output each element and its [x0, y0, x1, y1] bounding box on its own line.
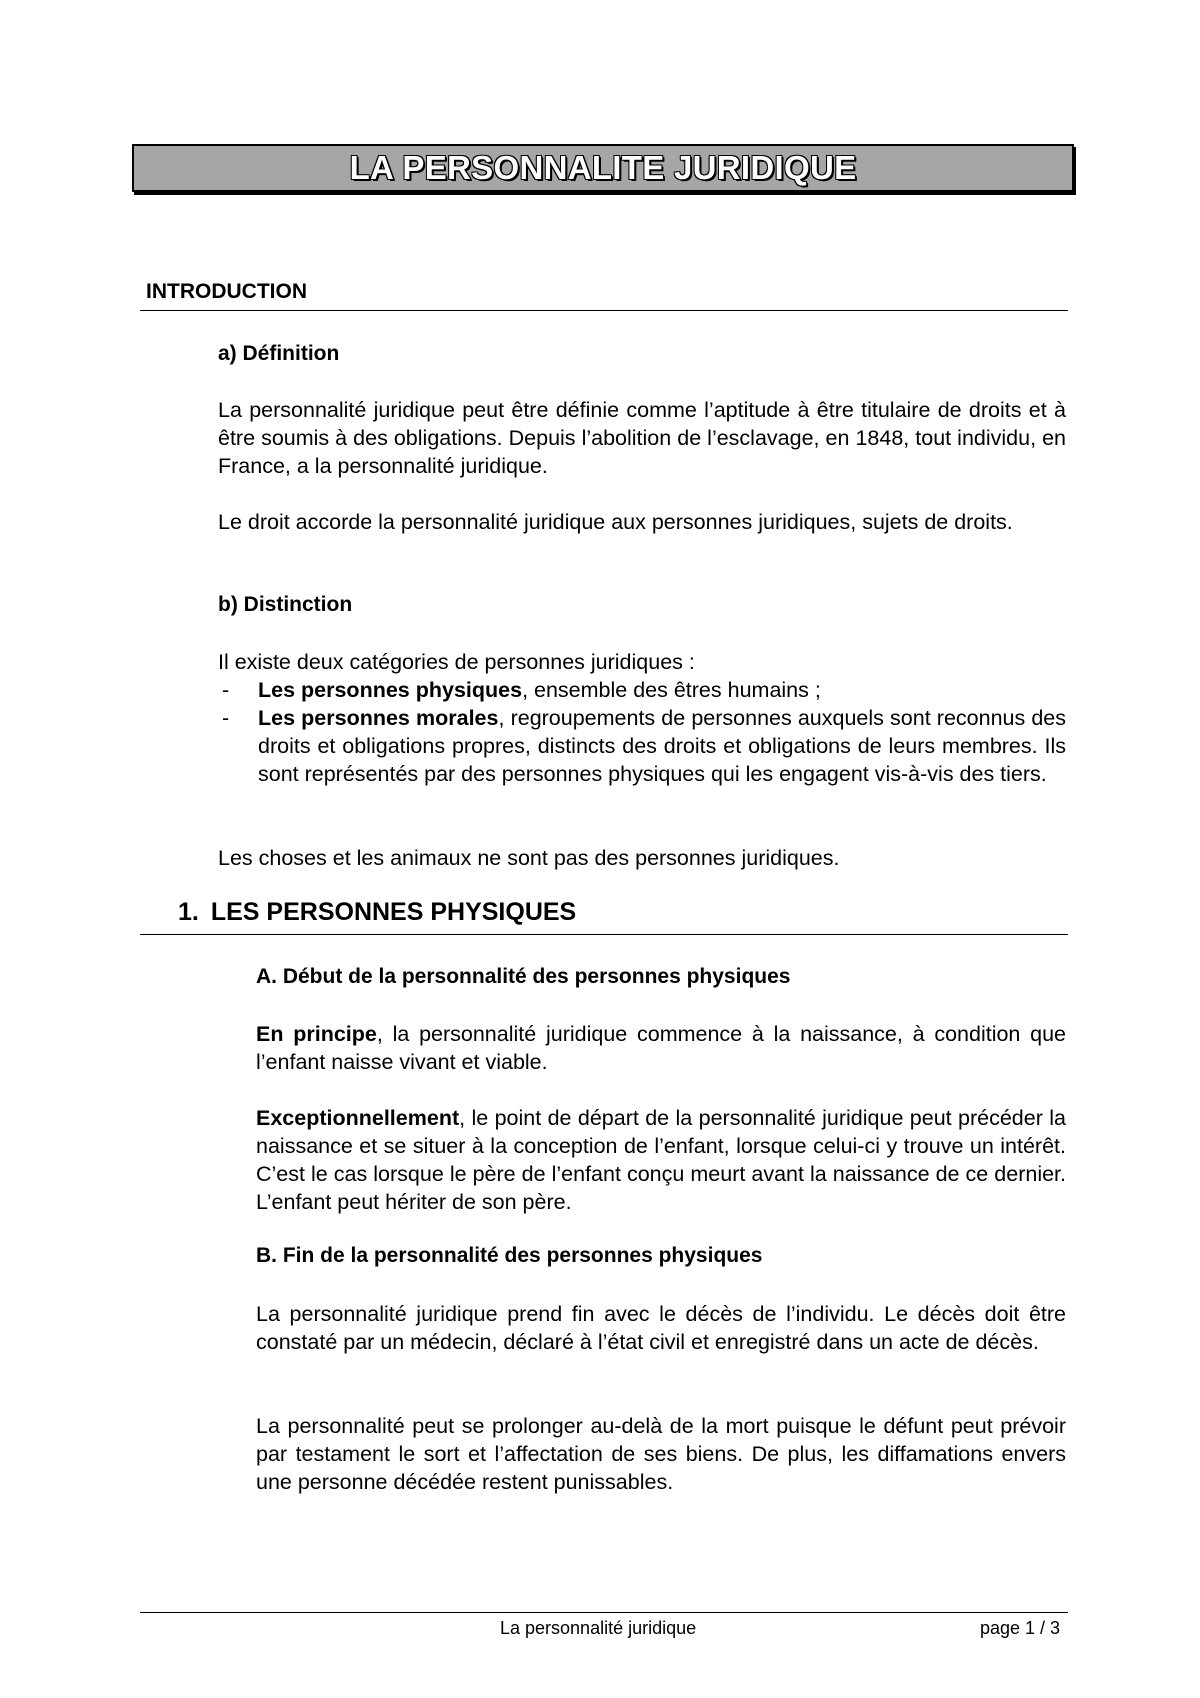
distinction-intro: Il existe deux catégories de personnes juridiques :	[218, 650, 695, 674]
subsection-b-paragraph-1: La personnalité juridique prend fin avec le décès de l’individu. Le décès doit être constaté par un médecin, déclaré à l’état civil et enregistré dans un acte de décès.	[256, 1302, 1066, 1354]
subsection-a-paragraph-1	[256, 1020, 1066, 1076]
bullet-dash: -	[222, 706, 230, 730]
document-title-box	[132, 144, 1074, 192]
bold-term: En principe	[256, 1022, 377, 1046]
footer-page-number: page 1 / 3	[980, 1618, 1061, 1638]
distinction-outro: Les choses et les animaux ne sont pas des personnes juridiques.	[218, 846, 840, 870]
list-item	[218, 676, 1066, 704]
section-title-text: LES PERSONNES PHYSIQUES	[210, 898, 577, 926]
subsection-a-paragraph-2	[256, 1104, 1066, 1216]
distinction-heading: b) Distinction	[218, 593, 353, 616]
document-title: LA PERSONNALITE JURIDIQUE	[349, 149, 857, 186]
subsection-b-paragraph-2: La personnalité peut se prolonger au-delà de la mort puisque le défunt peut prévoir par testament le sort et l’affectation de ses biens. De plus, les diffamations envers une personne décédée restent punissables.	[256, 1414, 1066, 1494]
definition-paragraph-1: La personnalité juridique peut être définie comme l’aptitude à être titulaire de droits et à être soumis à des obligations. Depuis l’abolition de l’esclavage, en 1848, tout individu, en France, a la personnalité juridique.	[218, 398, 1066, 478]
paragraph-text: , le point de départ de la personnalité juridique peut précéder la naissance et se situer à la conception de l’enfant, lorsque celui-ci y trouve un intérêt. C’est le cas lorsque le père de l’enfant conçu meurt avant la naissance de ce dernier. L’enfant peut hériter de son père.	[256, 1106, 1066, 1214]
introduction-heading: INTRODUCTION	[146, 280, 307, 303]
list-item-text: , regroupements de personnes auxquels sont reconnus des droits et obligations propres, distincts des droits et obligations de leurs membres. Ils sont représentés par des personnes physiques qui les engagent vis-à-vis des tiers.	[258, 706, 1067, 786]
introduction-rule	[140, 310, 1068, 311]
subsection-b-heading: B. Fin de la personnalité des personnes physiques	[256, 1244, 763, 1267]
bullet-dash: -	[222, 678, 230, 702]
list-item-text: , ensemble des êtres humains ;	[522, 678, 821, 702]
list-item-term: Les personnes physiques	[258, 678, 523, 702]
footer-document-name: La personnalité juridique	[500, 1618, 697, 1638]
section-1-title	[178, 898, 576, 927]
definition-heading: a) Définition	[218, 342, 340, 365]
section-number: 1.	[178, 898, 199, 926]
paragraph-text: , la personnalité juridique commence à la naissance, à condition que l’enfant naisse vivant et viable.	[256, 1022, 1067, 1074]
definition-paragraph-2: Le droit accorde la personnalité juridique aux personnes juridiques, sujets de droits.	[218, 510, 1013, 534]
footer-rule	[140, 1612, 1068, 1613]
section-1-rule	[140, 934, 1068, 935]
subsection-a-heading: A. Début de la personnalité des personnes physiques	[256, 965, 791, 988]
list-item-term: Les personnes morales	[258, 706, 499, 730]
list-item	[218, 704, 1066, 788]
bold-term: Exceptionnellement	[256, 1106, 460, 1130]
person-types-list	[218, 676, 1066, 788]
